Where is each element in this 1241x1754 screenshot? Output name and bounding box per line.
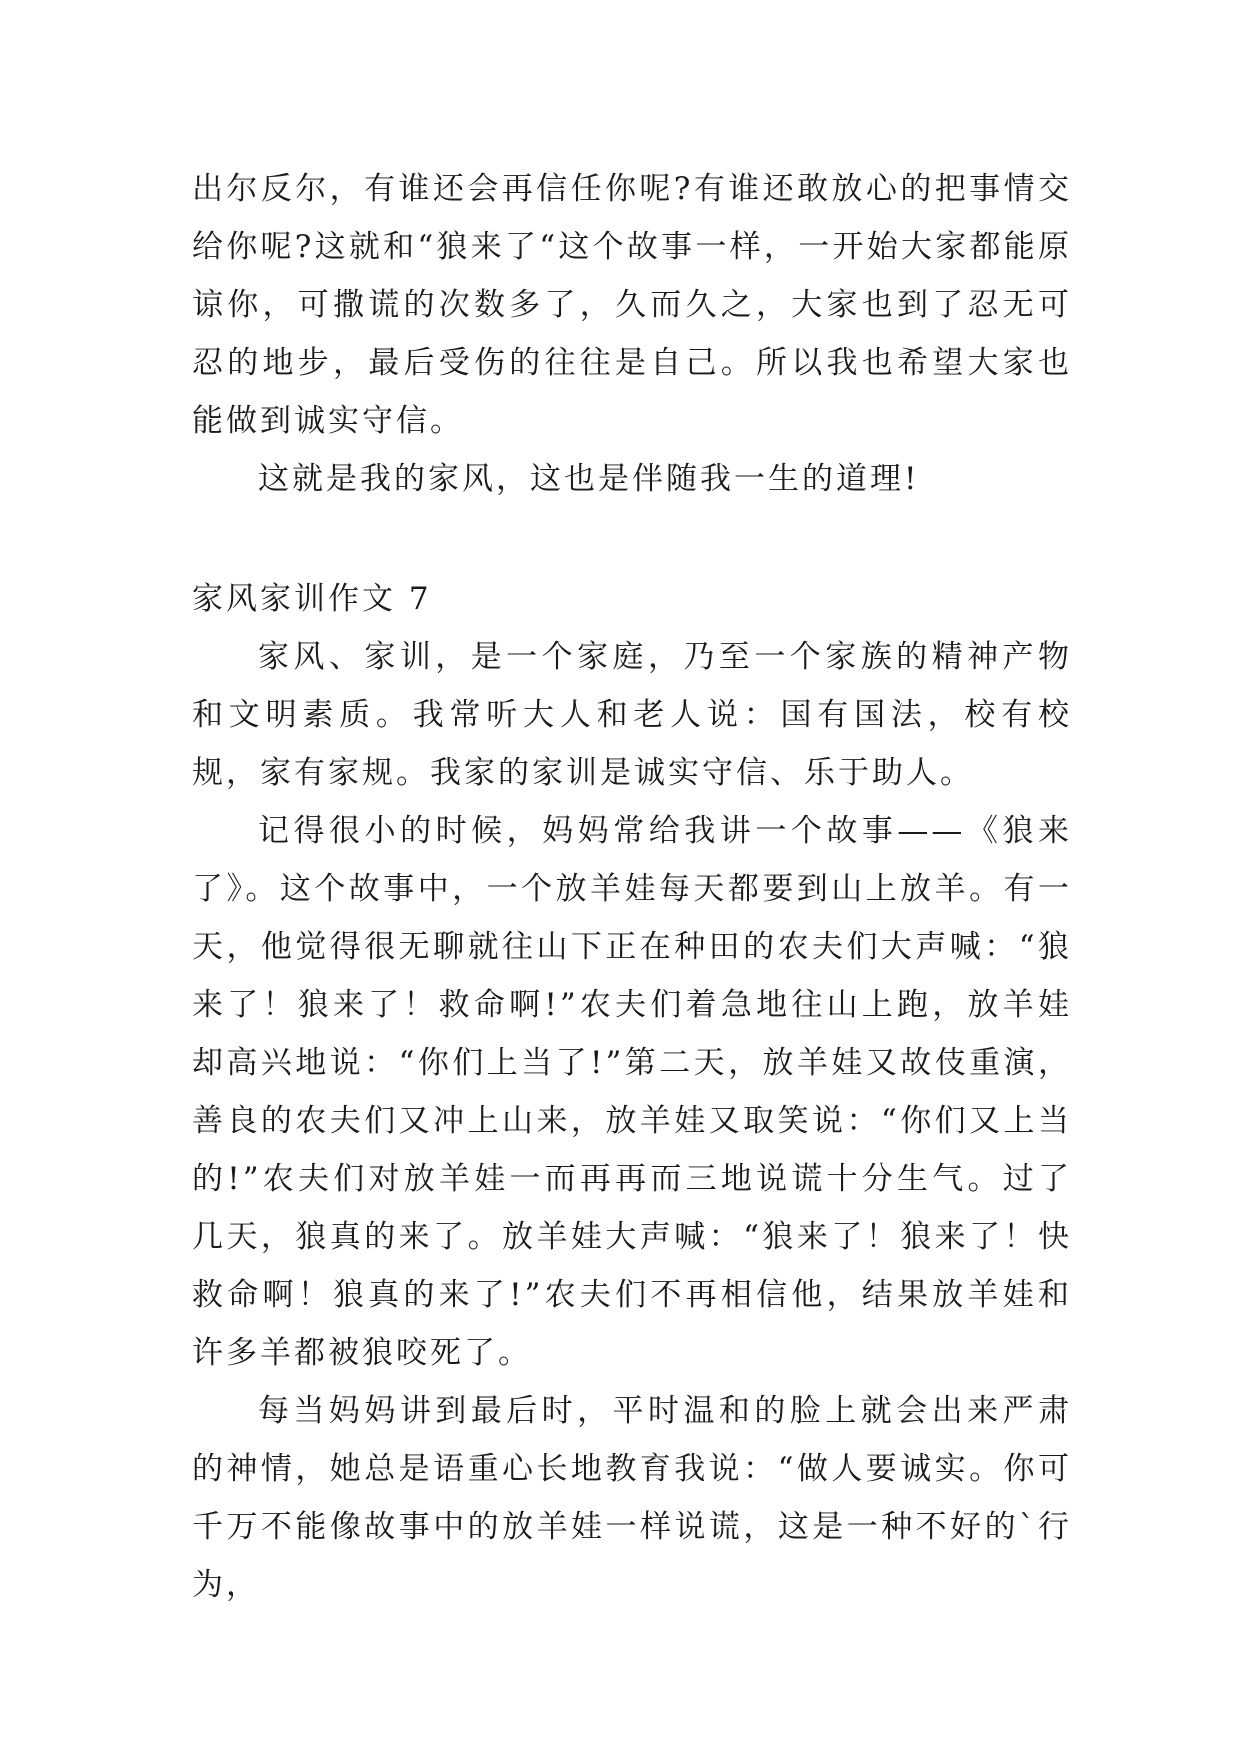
paragraph-intro: 家风、家训，是一个家庭，乃至一个家族的精神产物和文明素质。我常听大人和老人说：国有国法，校有校规，家有家规。我家的家训是诚实守信、乐于助人。	[192, 639, 1072, 791]
paragraph-story: 记得很小的时候，妈妈常给我讲一个故事——《狼来了》。这个故事中，一个放羊娃每天都要到山上放羊。有一天，他觉得很无聊就往山下正在种田的农夫们大声喊：“狼来了！狼来了！救命啊!”农夫们着急地往山上跑，放羊娃却高兴地说：“你们上当了!”第二天，放羊娃又故伎重演，善良的农夫们又冲上山来，放羊娃又取笑说：“你们又上当的!”农夫们对放羊娃一而再再而三地说谎十分生气。过了几天，狼真的来了。放羊娃大声喊：“狼来了！狼来了！快救命啊！狼真的来了!”农夫们不再相信他，结果放羊娃和许多羊都被狼咬死了。	[192, 813, 1072, 1371]
text-column	[192, 160, 1072, 1614]
paragraph-continued: 出尔反尔，有谁还会再信任你呢?有谁还敢放心的把事情交给你呢?这就和“狼来了“这个故事一样，一开始大家都能原谅你，可撒谎的次数多了，久而久之，大家也到了忍无可忍的地步，最后受伤的往往是自己。所以我也希望大家也能做到诚实守信。	[192, 171, 1072, 439]
section-heading: 家风家训作文 7	[192, 581, 432, 617]
paragraph-lesson: 每当妈妈讲到最后时，平时温和的脸上就会出来严肃的神情，她总是语重心长地教育我说：“做人要诚实。你可千万不能像故事中的放羊娃一样说谎，这是一种不好的`行为，	[192, 1393, 1072, 1603]
paragraph-conclusion: 这就是我的家风，这也是伴随我一生的道理!	[258, 461, 920, 497]
